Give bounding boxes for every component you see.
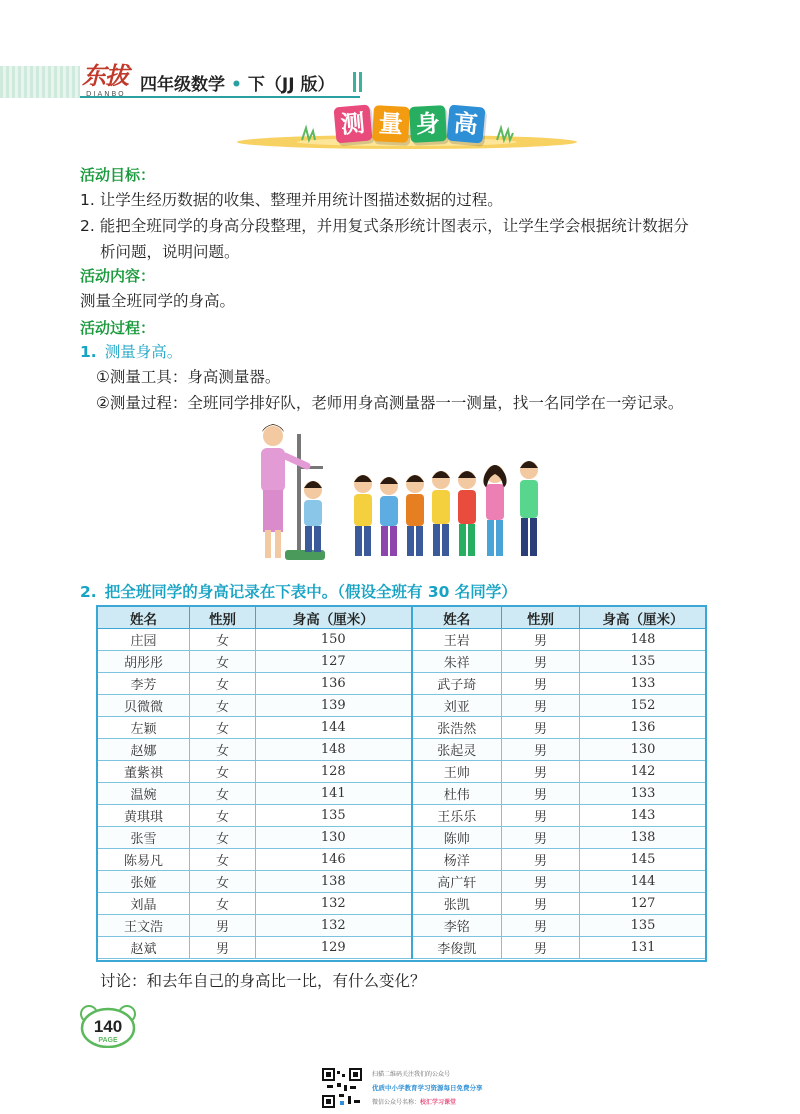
cell-name: 朱祥	[412, 651, 502, 673]
footer-scan-text: 扫描二维码关注我们的公众号	[372, 1071, 451, 1078]
content-heading: 活动内容：	[80, 267, 156, 285]
cell-name: 赵娜	[98, 739, 190, 761]
cell-height: 127	[256, 651, 412, 673]
table-row	[98, 871, 707, 893]
page-number: 140	[93, 1017, 123, 1036]
cell-gender: 女	[190, 805, 256, 827]
cell-height: 132	[256, 893, 412, 915]
step-2	[80, 580, 517, 602]
header-gender-1: 性别	[190, 607, 256, 629]
cell-name: 温婉	[98, 783, 190, 805]
table-row	[98, 783, 707, 805]
activity-title	[335, 106, 485, 146]
cell-height: 152	[580, 695, 707, 717]
cell-name: 李铭	[412, 915, 502, 937]
page-label: PAGE	[98, 1037, 118, 1044]
cell-height: 130	[580, 739, 707, 761]
cell-height: 128	[256, 761, 412, 783]
cell-gender: 男	[502, 651, 580, 673]
kid-1	[354, 475, 372, 556]
cell-gender: 男	[502, 827, 580, 849]
cell-gender: 男	[502, 805, 580, 827]
cell-height: 130	[256, 827, 412, 849]
cell-gender: 男	[502, 871, 580, 893]
cell-height: 133	[580, 673, 707, 695]
cell-gender: 女	[190, 695, 256, 717]
cell-height: 144	[256, 717, 412, 739]
table-row	[98, 673, 707, 695]
table-row	[98, 915, 707, 937]
footer-account-prefix: 微信公众号名称：	[372, 1099, 421, 1106]
cell-gender: 女	[190, 739, 256, 761]
cell-name: 黄琪琪	[98, 805, 190, 827]
title-char-2: 量	[372, 105, 409, 143]
cell-gender: 男	[190, 937, 256, 959]
step-1-number: 1.	[80, 343, 97, 361]
table-row	[98, 937, 707, 959]
cell-gender: 男	[190, 915, 256, 937]
kid-6	[483, 465, 506, 556]
title-char-4: 高	[446, 105, 485, 144]
cell-gender: 男	[502, 717, 580, 739]
cell-name: 李芳	[98, 673, 190, 695]
cell-name: 陈易凡	[98, 849, 190, 871]
logo-text: 东拔	[82, 61, 128, 90]
content-text: 测量全班同学的身高。	[80, 292, 236, 310]
step-1-tool: ①测量工具：身高测量器。	[96, 368, 281, 386]
header-name-1: 姓名	[98, 607, 190, 629]
book-edition: 下（JJ 版）	[247, 75, 335, 95]
footer-account-text	[372, 1097, 456, 1106]
table-row	[98, 893, 707, 915]
cell-name: 董紫祺	[98, 761, 190, 783]
kid-2	[380, 477, 398, 556]
step-1	[80, 340, 182, 362]
measuring-illustration	[245, 422, 555, 570]
header-gender-2: 性别	[502, 607, 580, 629]
cell-height: 141	[256, 783, 412, 805]
cell-height: 148	[256, 739, 412, 761]
book-grade: 四年级数学	[140, 75, 225, 95]
table-row	[98, 695, 707, 717]
table-row	[98, 651, 707, 673]
title-char-3: 身	[409, 105, 446, 143]
kid-7	[520, 461, 538, 556]
table-row	[98, 849, 707, 871]
table-row	[98, 805, 707, 827]
cell-height: 143	[580, 805, 707, 827]
discussion-prompt: 讨论：和去年自己的身高比一比，有什么变化？	[100, 972, 426, 990]
cell-height: 127	[580, 893, 707, 915]
cell-height: 139	[256, 695, 412, 717]
cell-name: 张雪	[98, 827, 190, 849]
cell-height: 132	[256, 915, 412, 937]
cell-name: 张浩然	[412, 717, 502, 739]
cell-height: 135	[256, 805, 412, 827]
cell-gender: 男	[502, 673, 580, 695]
cell-height: 136	[256, 673, 412, 695]
header-name-2: 姓名	[412, 607, 502, 629]
cell-gender: 女	[190, 717, 256, 739]
cell-gender: 男	[502, 849, 580, 871]
cell-gender: 男	[502, 695, 580, 717]
qr-code-icon	[322, 1068, 362, 1108]
cell-height: 138	[580, 827, 707, 849]
cell-gender: 女	[190, 761, 256, 783]
step-2-title: 把全班同学的身高记录在下表中。（假设全班有 30 名同学）	[104, 583, 517, 601]
cell-name: 张娅	[98, 871, 190, 893]
cell-gender: 女	[190, 783, 256, 805]
title-char-1: 测	[333, 105, 372, 144]
publisher-logo	[82, 62, 132, 102]
cell-name: 武子琦	[412, 673, 502, 695]
cell-height: 129	[256, 937, 412, 959]
goal-heading: 活动目标：	[80, 166, 156, 184]
footer-share-text: 优质中小学教育学习资源每日免费分享	[372, 1084, 483, 1092]
cell-name: 左颖	[98, 717, 190, 739]
kid-5	[458, 471, 476, 556]
cell-gender: 男	[502, 893, 580, 915]
kid-4	[432, 471, 450, 556]
table-header-row	[98, 607, 707, 629]
cell-height: 146	[256, 849, 412, 871]
table-row	[98, 761, 707, 783]
cell-gender: 女	[190, 849, 256, 871]
cell-height: 138	[256, 871, 412, 893]
cell-name: 王岩	[412, 629, 502, 651]
header-height-1: 身高（厘米）	[256, 607, 412, 629]
cell-name: 庄园	[98, 629, 190, 651]
height-table	[97, 606, 707, 959]
table-row	[98, 739, 707, 761]
cell-gender: 男	[502, 739, 580, 761]
cell-height: 133	[580, 783, 707, 805]
step-1-procedure: ②测量过程：全班同学排好队，老师用身高测量器一一测量，找一名同学在一旁记录。	[96, 394, 684, 412]
book-title	[140, 70, 334, 95]
footer-account-name: 校汇学习课堂	[420, 1099, 457, 1106]
cell-gender: 男	[502, 761, 580, 783]
cell-name: 王帅	[412, 761, 502, 783]
cell-gender: 女	[190, 673, 256, 695]
header-height-2: 身高（厘米）	[580, 607, 707, 629]
cell-height: 145	[580, 849, 707, 871]
cell-name: 贝微微	[98, 695, 190, 717]
cell-name: 赵斌	[98, 937, 190, 959]
cell-gender: 男	[502, 629, 580, 651]
cell-name: 王乐乐	[412, 805, 502, 827]
cell-name: 杨洋	[412, 849, 502, 871]
cell-gender: 男	[502, 915, 580, 937]
goal-item-1: 1. 让学生经历数据的收集、整理并用统计图描述数据的过程。	[80, 191, 503, 209]
title-dot: •	[231, 75, 242, 95]
table-row	[98, 629, 707, 651]
step-2-number: 2.	[80, 583, 97, 601]
cell-name: 王文浩	[98, 915, 190, 937]
cell-gender: 女	[190, 651, 256, 673]
goal-item-2-cont: 析问题，说明问题。	[100, 243, 240, 261]
cell-height: 148	[580, 629, 707, 651]
table-row	[98, 717, 707, 739]
cell-height: 135	[580, 915, 707, 937]
cell-height: 131	[580, 937, 707, 959]
cell-gender: 女	[190, 629, 256, 651]
table-row	[98, 827, 707, 849]
cell-name: 刘晶	[98, 893, 190, 915]
cell-name: 高广轩	[412, 871, 502, 893]
cell-name: 李俊凯	[412, 937, 502, 959]
cell-height: 135	[580, 651, 707, 673]
cell-height: 150	[256, 629, 412, 651]
step-1-title: 测量身高。	[104, 343, 183, 361]
header-stripe	[0, 66, 80, 98]
cell-gender: 男	[502, 937, 580, 959]
cell-name: 张起灵	[412, 739, 502, 761]
goal-item-2: 2. 能把全班同学的身高分段整理，并用复式条形统计图表示，让学生学会根据统计数据分	[80, 217, 689, 235]
cell-gender: 男	[502, 783, 580, 805]
cell-name: 陈帅	[412, 827, 502, 849]
logo-subtext: DIANBO	[86, 90, 126, 98]
cell-gender: 女	[190, 871, 256, 893]
cell-name: 杜伟	[412, 783, 502, 805]
cell-name: 刘亚	[412, 695, 502, 717]
header-bars-decoration	[353, 72, 365, 92]
cell-gender: 女	[190, 827, 256, 849]
kid-3	[406, 475, 424, 556]
process-heading: 活动过程：	[80, 319, 156, 337]
cell-height: 142	[580, 761, 707, 783]
page-badge	[80, 1004, 136, 1048]
cell-name: 张凯	[412, 893, 502, 915]
cell-height: 144	[580, 871, 707, 893]
cell-height: 136	[580, 717, 707, 739]
cell-name: 胡彤彤	[98, 651, 190, 673]
cell-gender: 女	[190, 893, 256, 915]
